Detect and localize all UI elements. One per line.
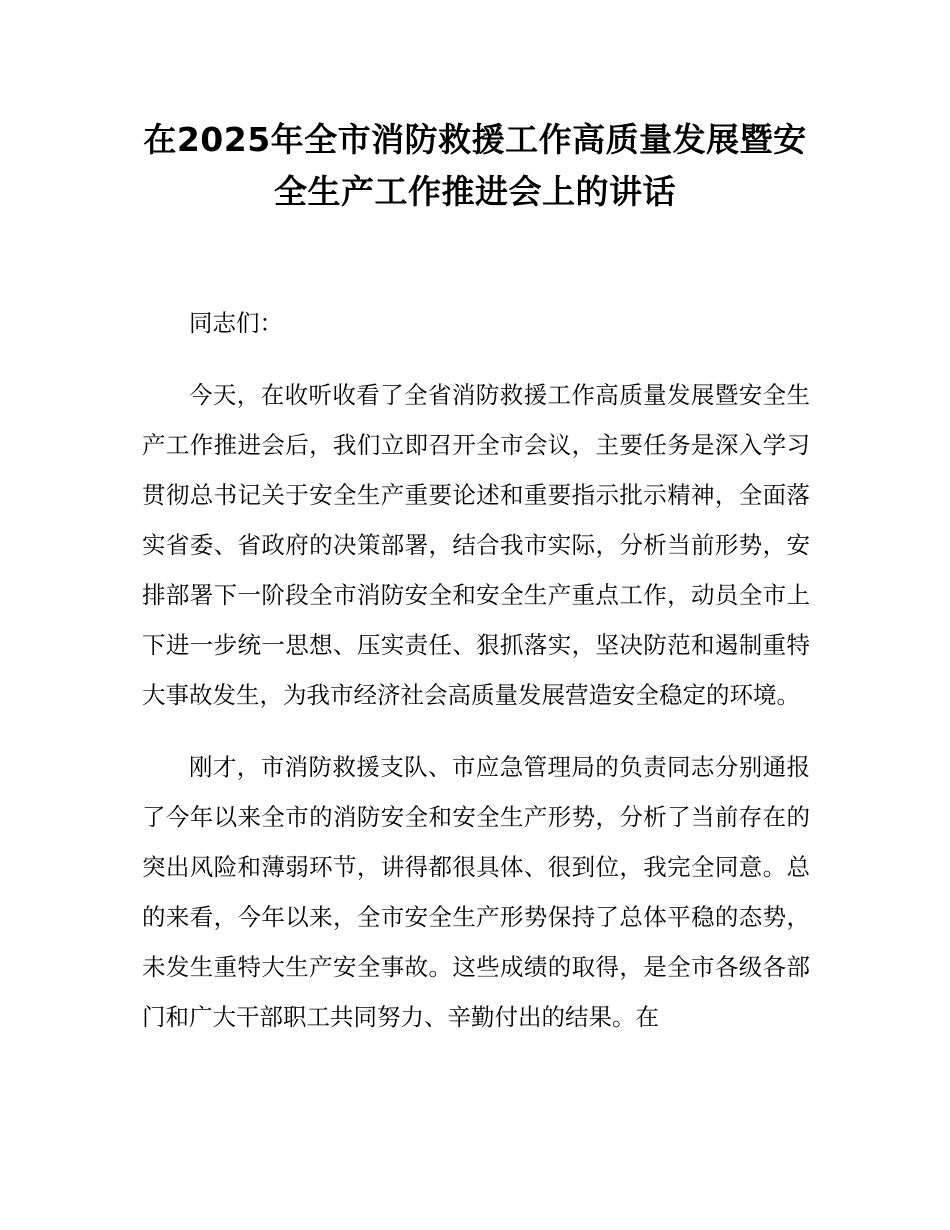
title-line-1: 在2025年全市消防救援工作高质量发展暨安 bbox=[143, 120, 807, 159]
paragraph-2: 刚才，市消防救援支队、市应急管理局的负责同志分别通报了今年以来全市的消防安全和安全生产形势，分析了当前存在的突出风险和薄弱环节，讲得都很具体、很到位，我完全同意。总的来看，今年以来，全市安全生产形势保持了总体平稳的态势，未发生重特大生产安全事故。这些成绩的取得，是全市各级各部门和广大干部职工共同努力、辛勤付出的结果。在 bbox=[142, 753, 810, 1031]
document-body bbox=[142, 298, 810, 1064]
document-title bbox=[120, 114, 830, 218]
title-line-2: 全生产工作推进会上的讲话 bbox=[274, 172, 676, 211]
paragraph-1: 今天，在收听收看了全省消防救援工作高质量发展暨安全生产工作推进会后，我们立即召开全市会议，主要任务是深入学习贯彻总书记关于安全生产重要论述和重要指示批示精神，全面落实省委、省政府的决策部署，结合我市实际，分析当前形势，安排部署下一阶段全市消防安全和安全生产重点工作，动员全市上下进一步统一思想、压实责任、狠抓落实，坚决防范和遏制重特大事故发生，为我市经济社会高质量发展营造安全稳定的环境。 bbox=[142, 381, 810, 709]
greeting: 同志们： bbox=[189, 309, 283, 337]
